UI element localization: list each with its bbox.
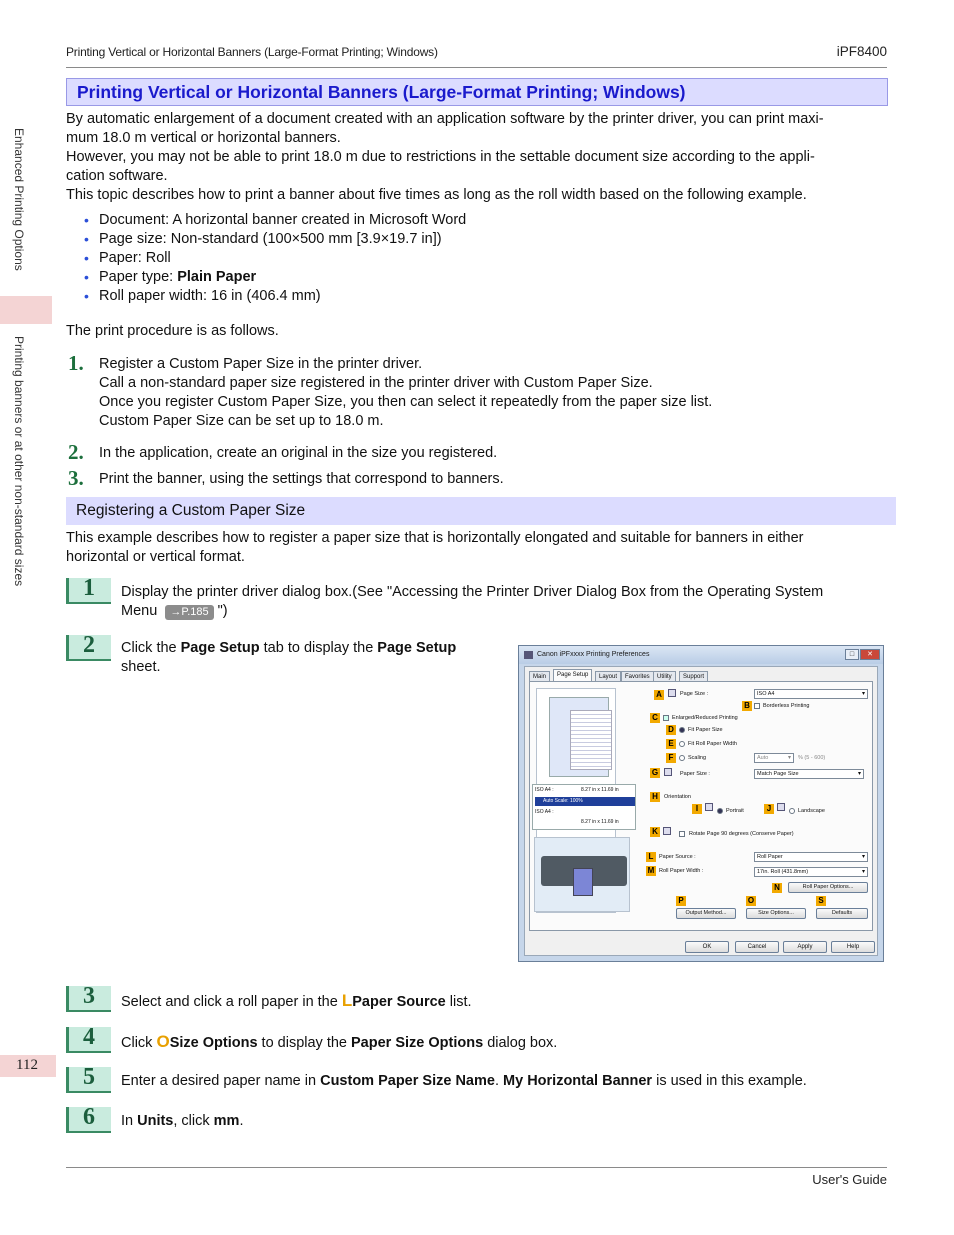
step-1-text: Display the printer driver dialog box.(See "Accessing the Printer Driver Dialog Box from the Operating System Menu →P.185 ") — [121, 584, 824, 619]
callout-j: J — [764, 804, 774, 814]
fit-roll-radio[interactable] — [679, 741, 685, 747]
callout-letter: O — [156, 1032, 170, 1051]
step-badge: 5 — [66, 1067, 111, 1093]
sidebar-chapter — [10, 128, 28, 288]
intro-line: However, you may not be able to print 18.0 m due to restrictions in the settable document size according to the appli- — [66, 149, 815, 165]
portrait-icon — [705, 803, 713, 811]
rotate-checkbox[interactable] — [679, 831, 685, 837]
procedure-number: 3. — [68, 466, 84, 490]
paper-source-select[interactable]: Roll Paper ▾ — [754, 852, 868, 862]
sidebar-chapter-label: Enhanced Printing Options — [12, 128, 26, 271]
intro-line: This topic describes how to print a banner about five times as long as the roll width based on the following example. — [66, 187, 807, 203]
scaling-radio[interactable] — [679, 755, 685, 761]
page-icon — [668, 689, 676, 697]
procedure-step-3: Print the banner, using the settings that correspond to banners. — [99, 471, 504, 487]
step-6-text: In Units, click mm. — [121, 1113, 244, 1129]
subsection-intro: This example describes how to register a paper size that is horizontally elongated and suitable for banners in either horizontal or vertical format. — [66, 530, 804, 565]
paper-icon — [664, 768, 672, 776]
list-item: • Document: A horizontal banner created in Microsoft Word — [84, 212, 467, 228]
running-header-model: iPF8400 — [836, 44, 887, 59]
page-title-text: Printing Vertical or Horizontal Banners (Large-Format Printing; Windows) — [77, 82, 686, 102]
callout-g: G — [651, 768, 659, 777]
header-divider — [66, 67, 887, 68]
example-list — [84, 211, 466, 306]
portrait-radio[interactable] — [717, 808, 723, 814]
callout-b: B — [742, 701, 752, 711]
maximize-icon[interactable]: □ — [845, 649, 859, 660]
list-item: • Page size: Non-standard (100×500 mm [3.9×19.7 in]) — [84, 231, 442, 247]
callout-s: S — [816, 896, 826, 906]
callout-n: N — [772, 883, 782, 893]
callout-l: L — [646, 852, 656, 862]
subsection-heading — [66, 497, 896, 525]
step-2-text: Click the Page Setup tab to display the Page Setup sheet. — [121, 640, 457, 675]
page-preview — [549, 697, 609, 777]
footer-divider — [66, 1167, 887, 1168]
running-header-title: Printing Vertical or Horizontal Banners (Large-Format Printing; Windows) — [66, 45, 438, 59]
callout-f: F — [666, 753, 676, 763]
page-number: 112 — [0, 1055, 56, 1077]
procedure-step-2: In the application, create an original in the size you registered. — [99, 445, 498, 461]
page-title — [66, 78, 888, 106]
callout-letter: L — [341, 991, 353, 1010]
step-badge: 2 — [66, 635, 111, 661]
intro-line: cation software. — [66, 168, 168, 184]
tab-layout[interactable]: Layout — [595, 671, 621, 682]
page-reference-link[interactable]: →P.185 — [165, 605, 213, 620]
subsection-heading-text: Registering a Custom Paper Size — [76, 502, 306, 519]
step-4-text: Click OSize Options to display the Paper Size Options dialog box. — [121, 1032, 558, 1051]
sidebar-marker — [0, 296, 52, 324]
callout-e: E — [666, 739, 676, 749]
printer-illustration — [534, 837, 630, 912]
callout-k: K — [650, 827, 660, 837]
dialog-body — [524, 666, 878, 956]
banner-paper-icon — [573, 868, 593, 896]
output-method-button[interactable]: Output Method... — [676, 908, 736, 919]
sidebar-section-label: Printing banners or at other non-standard sizes — [12, 336, 26, 587]
procedure-number: 2. — [68, 440, 84, 464]
procedure-intro: The print procedure is as follows. — [66, 323, 279, 339]
intro-line: By automatic enlargement of a document created with an application software by the printer driver, you can print maxi- — [66, 111, 824, 127]
sidebar-section — [10, 336, 28, 626]
footer-guide-title: User's Guide — [812, 1172, 887, 1187]
list-item: • Roll paper width: 16 in (406.4 mm) — [84, 288, 321, 304]
step-3-text: Select and click a roll paper in the LPaper Source list. — [121, 991, 472, 1010]
fit-paper-radio[interactable] — [679, 727, 685, 733]
callout-m: M — [647, 866, 655, 875]
step-5-text: Enter a desired paper name in Custom Paper Size Name. My Horizontal Banner is used in this example. — [121, 1073, 807, 1089]
step-badge: 6 — [66, 1107, 111, 1133]
intro-paragraph — [66, 110, 888, 205]
roll-width-select[interactable]: 17in. Roll (431.8mm) ▾ — [754, 867, 868, 877]
tab-favorites[interactable]: Favorites — [621, 671, 654, 682]
step-badge: 4 — [66, 1027, 111, 1053]
auto-scale-row: Auto Scale: 100% — [535, 797, 635, 806]
callout-d: D — [666, 725, 676, 735]
intro-line: mum 18.0 m vertical or horizontal banners. — [66, 130, 341, 146]
help-button[interactable]: Help — [831, 941, 875, 953]
step-badge: 1 — [66, 578, 111, 604]
tab-page-setup[interactable]: Page Setup — [553, 669, 592, 682]
list-item: • Paper: Roll — [84, 250, 171, 266]
tab-utility[interactable]: Utility — [653, 671, 676, 682]
procedure-step-1: Register a Custom Paper Size in the printer driver. Call a non-standard paper size registered in the printer driver with Custom Paper Size. Once you register Custom Paper Size, you then can select it repeatedly from the paper size list. Custom Paper Size can be set up to 18.0 m. — [99, 356, 713, 429]
callout-i: I — [692, 804, 702, 814]
ok-button[interactable]: OK — [685, 941, 729, 953]
cancel-button[interactable]: Cancel — [735, 941, 779, 953]
callout-c: C — [650, 713, 660, 723]
paper-size-select[interactable]: Match Page Size ▾ — [754, 769, 864, 779]
printing-preferences-dialog — [518, 645, 884, 962]
page-size-select[interactable]: ISO A4 ▾ — [754, 689, 868, 699]
scaling-input[interactable]: Auto ▾ — [754, 753, 794, 763]
rotate-icon — [663, 827, 671, 835]
preview-info: ISO A4 : 8.27 in x 11.69 in Auto Scale: 100% ISO A4 : 8.27 in x 11.69 in — [532, 784, 636, 830]
step-badge: 3 — [66, 986, 111, 1012]
list-item: • Paper type: Plain Paper — [84, 269, 257, 285]
tab-main[interactable]: Main — [529, 671, 550, 682]
callout-a: A — [654, 690, 664, 700]
page-setup-panel — [529, 681, 873, 931]
page-setup-form: A Page Size : ISO A4 ▾ B Borderless Printing C Enlarged/Reduced Printing D Fit Paper Size E Fit Roll Paper Width F Scaling Auto ▾ % (5 - 600) G Paper Size : Match Page Size ▾ H Orientation I Portrait J Landscape K Rotate Page 90 degrees (Conserve Paper) L Paper Source : Roll Paper ▾ M Roll Paper Width : 17in. Roll (431.8mm) ▾ N Roll Paper Options... P O S Output Method... Size Options... Defaults — [642, 682, 872, 932]
size-options-button[interactable]: Size Options... — [746, 908, 806, 919]
procedure-number: 1. — [68, 351, 84, 375]
callout-p: P — [676, 896, 686, 906]
apply-button[interactable]: Apply — [783, 941, 827, 953]
dialog-titlebar: Canon iPFxxxx Printing Preferences □ ✕ — [519, 646, 883, 664]
close-icon[interactable]: ✕ — [860, 649, 880, 660]
roll-paper-options-button[interactable]: Roll Paper Options... — [788, 882, 868, 893]
printer-icon — [524, 651, 533, 659]
defaults-button[interactable]: Defaults — [816, 908, 868, 919]
landscape-radio[interactable] — [789, 808, 795, 814]
enlarged-checkbox[interactable] — [663, 715, 669, 721]
callout-o: O — [747, 896, 755, 905]
callout-h: H — [650, 792, 660, 802]
tab-support[interactable]: Support — [679, 671, 708, 682]
landscape-icon — [777, 803, 785, 811]
borderless-checkbox[interactable] — [754, 703, 760, 709]
